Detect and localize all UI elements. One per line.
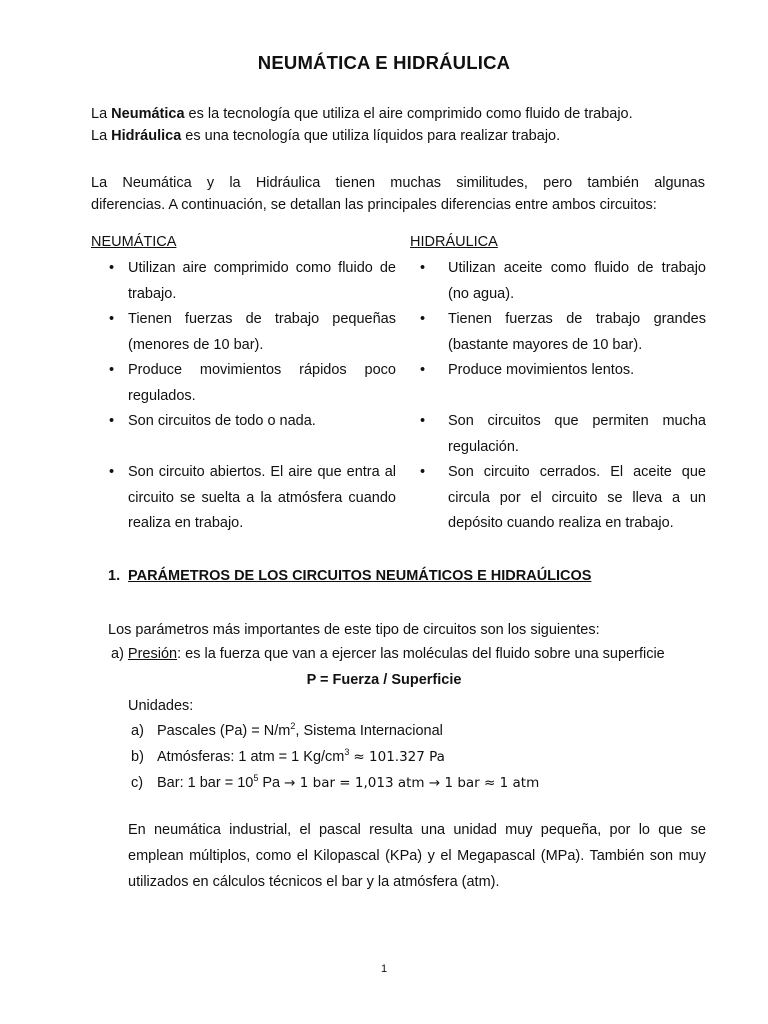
list-item	[91, 256, 396, 307]
term-hidraulica: Hidráulica	[111, 128, 182, 144]
list-item	[410, 256, 706, 307]
item-text: Produce movimientos rápidos poco regulados.	[128, 362, 396, 404]
item-text: Son circuito abiertos. El aire que entra al circuito se suelta a la atmósfera cuando realiza en trabajo.	[128, 464, 396, 531]
section-title: PARÁMETROS DE LOS CIRCUITOS NEUMÁTICOS E HIDRAÚLICOS	[128, 568, 592, 584]
unit-item	[131, 770, 539, 796]
unit-exponent: 3	[344, 747, 350, 758]
page-number: 1	[380, 963, 388, 975]
column-header-neumatica: NEUMÁTICA	[91, 234, 177, 250]
unit-text: Pa	[258, 775, 285, 791]
list-hidraulica	[410, 256, 706, 537]
bullet-icon: •	[420, 260, 426, 276]
units-list	[131, 718, 539, 796]
unit-label: c)	[131, 775, 144, 791]
item-text: Tienen fuerzas de trabajo grandes (bastante mayores de 10 bar).	[448, 311, 706, 353]
intro-definitions	[91, 103, 705, 147]
bullet-icon: •	[109, 413, 115, 429]
unit-label: a)	[131, 723, 144, 739]
paragraph-line: La Neumática y la Hidráulica tienen muchas similitudes, pero también algunas	[91, 175, 705, 191]
term-presion: Presión	[127, 646, 178, 662]
unit-label: b)	[131, 749, 144, 765]
unit-text: Bar: 1 bar = 10	[157, 775, 254, 791]
unit-text: Atmósferas: 1 atm = 1 Kg/cm	[157, 749, 345, 765]
section-number: 1.	[108, 568, 121, 584]
unit-exponent: 5	[253, 773, 259, 784]
item-text: : es la fuerza que van a ejercer las moléculas del fluido sobre una superficie	[177, 646, 665, 662]
unit-extra: ≈ 101.327 Pa	[353, 749, 445, 765]
document-title: NEUMÁTICA E HIDRÁULICA	[257, 52, 511, 73]
text-prefix: La	[91, 128, 112, 144]
definition-hidraulica	[91, 125, 705, 147]
pressure-definition	[111, 643, 711, 665]
pressure-formula: P = Fuerza / Superficie	[306, 672, 462, 688]
column-neumatica	[91, 234, 396, 537]
unit-item	[131, 718, 539, 744]
bullet-icon: •	[420, 413, 426, 429]
unit-text: Pascales (Pa) = N/m	[157, 723, 291, 739]
item-text: Son circuitos que permiten mucha regulación.	[448, 413, 706, 455]
item-text: Utilizan aire comprimido como fluido de trabajo.	[128, 260, 396, 302]
list-item	[91, 358, 396, 409]
column-header-hidraulica: HIDRÁULICA	[410, 234, 498, 250]
item-text: Produce movimientos lentos.	[448, 362, 635, 378]
list-item	[91, 307, 396, 358]
list-item	[91, 409, 396, 435]
list-item	[410, 460, 706, 537]
text-rest: es una tecnología que utiliza líquidos para realizar trabajo.	[181, 128, 561, 144]
item-text: Utilizan aceite como fluido de trabajo (no agua).	[448, 260, 706, 302]
item-text: Son circuito cerrados. El aceite que circula por el circuito se lleva a un depósito cuando realiza en trabajo.	[448, 464, 706, 531]
unit-item	[131, 744, 539, 770]
column-hidraulica	[410, 234, 706, 537]
bullet-icon: •	[109, 464, 115, 480]
text-rest: es la tecnología que utiliza el aire comprimido como fluido de trabajo.	[184, 106, 633, 122]
section-heading	[108, 568, 591, 584]
intro-paragraph	[91, 172, 705, 216]
bullet-icon: •	[109, 311, 115, 327]
units-label: Unidades:	[128, 698, 194, 714]
definition-neumatica	[91, 103, 705, 125]
item-text: Son circuitos de todo o nada.	[128, 413, 316, 429]
list-item	[410, 358, 706, 384]
term-neumatica: Neumática	[111, 106, 185, 122]
list-item	[91, 460, 396, 537]
bullet-icon: •	[420, 311, 426, 327]
bullet-icon: •	[109, 362, 115, 378]
item-label: a)	[111, 646, 128, 662]
item-text: Tienen fuerzas de trabajo pequeñas (menores de 10 bar).	[128, 311, 396, 353]
bullet-icon: •	[109, 260, 115, 276]
text-prefix: La	[91, 106, 112, 122]
list-item	[410, 307, 706, 358]
unit-text: , Sistema Internacional	[295, 723, 443, 739]
unit-extra: → 1 bar = 1,013 atm → 1 bar ≈ 1 atm	[284, 775, 540, 791]
note-paragraph: En neumática industrial, el pascal resulta una unidad muy pequeña, por lo que se emplean múltiplos, como el Kilopascal (KPa) y el Megapascal (MPa). También son muy utilizados en cálculos técnicos el bar y la atmósfera (atm).	[128, 822, 706, 890]
list-item	[410, 409, 706, 460]
params-intro: Los parámetros más importantes de este tipo de circuitos son los siguientes:	[108, 622, 600, 638]
paragraph-line: diferencias. A continuación, se detallan las principales diferencias entre ambos circuitos:	[91, 197, 657, 213]
bullet-icon: •	[420, 362, 426, 378]
list-neumatica	[91, 256, 396, 537]
bullet-icon: •	[420, 464, 426, 480]
unit-exponent: 2	[290, 721, 296, 732]
